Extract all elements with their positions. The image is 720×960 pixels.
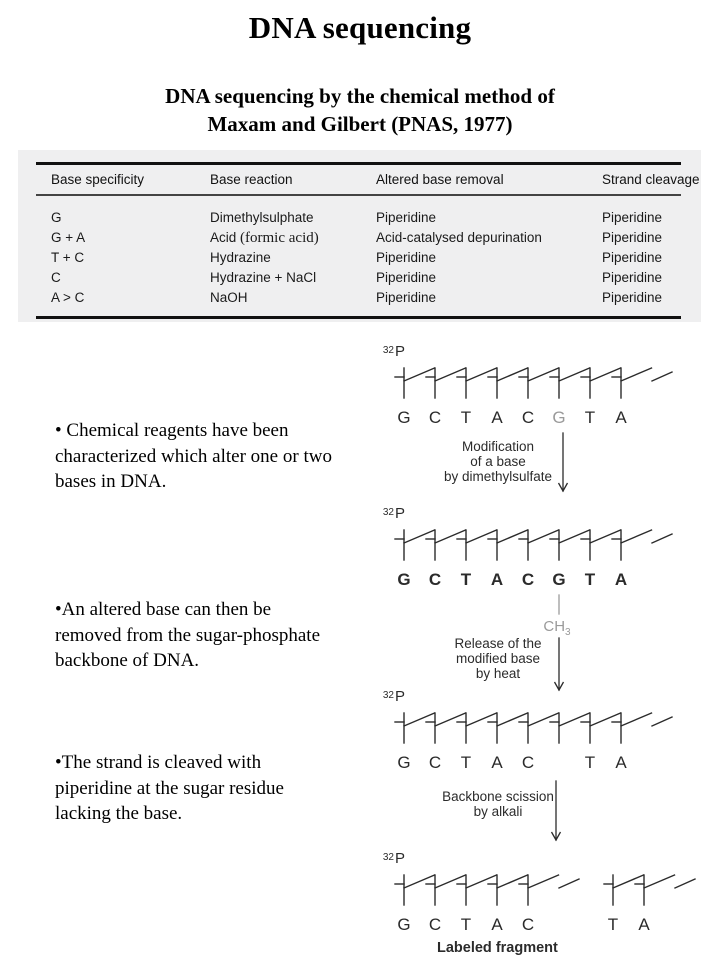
phosphate-32p-label	[383, 343, 405, 360]
phosphate-32p-label	[383, 505, 405, 522]
cell-base-reaction-text: Hydrazine	[210, 250, 271, 265]
cell-base-reaction-text: Dimethylsulphate	[210, 210, 314, 225]
cell-altered-base-removal: Acid-catalysed depurination	[376, 230, 542, 245]
column-header-base-reaction: Base reaction	[210, 172, 293, 187]
reagent-table	[18, 150, 701, 322]
bullet-item: •An altered base can then be removed from the sugar-phosphate backbone of DNA.	[55, 599, 321, 671]
backbone-segment	[559, 879, 579, 888]
backbone-segment	[613, 875, 644, 888]
base-letter: C	[428, 753, 442, 772]
backbone-segment	[590, 713, 621, 726]
page-subtitle	[60, 82, 660, 138]
base-letter: A	[638, 915, 650, 934]
backbone-segment	[404, 875, 435, 888]
base-letter: G	[397, 915, 411, 934]
cell-strand-cleavage: Piperidine	[602, 250, 663, 265]
panel-caption-line: Release of the	[454, 636, 542, 651]
base-letter: T	[584, 570, 596, 589]
base-letter: C	[521, 570, 535, 589]
cell-base-reaction	[210, 250, 271, 265]
backbone-segment	[528, 368, 559, 381]
base-letter: A	[491, 915, 503, 934]
cell-base-specificity: T + C	[51, 250, 85, 265]
base-letter: A	[615, 753, 627, 772]
backbone-segment	[621, 713, 652, 726]
methyl-group-label: $CH_3$	[543, 618, 571, 638]
base-letter: C	[521, 753, 535, 772]
bullet-item: •The strand is cleaved with piperidine at the sugar residue lacking the base.	[55, 752, 284, 824]
backbone-segment	[435, 530, 466, 543]
table-row	[18, 250, 701, 270]
backbone-segment	[528, 530, 559, 543]
base-letter: T	[460, 915, 472, 934]
backbone-segment	[559, 713, 590, 726]
base-letter: G	[397, 570, 411, 589]
cell-base-reaction-text: NaOH	[210, 290, 248, 305]
labeled-fragment-caption: Labeled fragment	[437, 940, 558, 956]
cell-base-reaction	[210, 270, 316, 285]
base-letter: T	[460, 570, 472, 589]
cell-altered-base-removal: Piperidine	[376, 270, 437, 285]
base-letter: C	[428, 408, 442, 427]
base-letter: T	[460, 753, 472, 772]
methyl-subscript: 3	[565, 627, 571, 638]
backbone-segment	[675, 879, 695, 888]
backbone-segment	[652, 534, 672, 543]
table-row	[18, 270, 701, 290]
base-letter: G	[552, 408, 566, 427]
panel-caption-line: of a base	[470, 454, 526, 469]
page-title: DNA sequencing	[248, 10, 472, 45]
p32-base: P	[395, 850, 406, 867]
table-row	[18, 230, 701, 250]
base-letter: G	[397, 408, 411, 427]
bullet-item: • Chemical reagents have been characterized which alter one or two bases in DNA.	[55, 420, 332, 492]
maxam-gilbert-diagram	[370, 335, 710, 960]
base-letter: A	[491, 408, 503, 427]
cell-base-reaction-text: Hydrazine + NaCl	[210, 270, 317, 285]
phosphate-32p-label	[383, 850, 405, 867]
base-letter: C	[521, 915, 535, 934]
panel-caption-line: by alkali	[473, 804, 523, 819]
backbone-segment	[466, 713, 497, 726]
backbone-segment	[652, 717, 672, 726]
cell-base-reaction-paren: (formic acid)	[240, 230, 319, 246]
column-header-altered-base-removal: Altered base removal	[376, 172, 504, 187]
backbone-segment	[497, 713, 528, 726]
backbone-segment	[497, 875, 528, 888]
backbone-segment	[435, 368, 466, 381]
base-letter: T	[607, 915, 619, 934]
backbone-segment	[435, 713, 466, 726]
backbone-segment	[528, 713, 559, 726]
column-header-base-specificity: Base specificity	[51, 172, 145, 187]
table-rule-bottom	[36, 316, 681, 319]
cell-altered-base-removal: Piperidine	[376, 250, 437, 265]
backbone-segment	[497, 530, 528, 543]
cell-strand-cleavage: Piperidine	[602, 270, 663, 285]
p32-base: P	[395, 688, 406, 705]
cell-altered-base-removal: Piperidine	[376, 210, 437, 225]
base-letter: T	[584, 408, 596, 427]
p32-superscript: 32	[382, 345, 394, 356]
backbone-segment	[404, 713, 435, 726]
table-rule-header	[36, 194, 681, 196]
base-letter: A	[615, 408, 627, 427]
panel-caption-line: Modification	[461, 439, 535, 454]
base-letter: C	[428, 570, 442, 589]
cell-base-specificity: G + A	[51, 230, 86, 245]
table-row	[18, 290, 701, 310]
subtitle-line-1: DNA sequencing by the chemical method of	[165, 84, 555, 108]
backbone-segment	[590, 368, 621, 381]
backbone-segment	[497, 368, 528, 381]
backbone-segment	[404, 530, 435, 543]
backbone-segment	[466, 368, 497, 381]
backbone-segment	[621, 368, 652, 381]
base-letter: A	[491, 753, 503, 772]
cell-strand-cleavage: Piperidine	[602, 230, 663, 245]
table-header-row	[18, 172, 701, 192]
diagram-canvas	[370, 335, 710, 960]
cell-base-specificity: G	[51, 210, 62, 225]
p32-superscript: 32	[382, 507, 394, 518]
cell-strand-cleavage: Piperidine	[602, 290, 663, 305]
column-header-strand-cleavage: Strand cleavage	[602, 172, 700, 187]
panel-caption-line: modified base	[455, 651, 541, 666]
cell-base-reaction	[210, 210, 314, 225]
base-letter: A	[614, 570, 628, 589]
p32-superscript: 32	[382, 852, 394, 863]
cell-base-specificity: A > C	[51, 290, 85, 305]
base-letter: G	[397, 753, 411, 772]
backbone-segment	[644, 875, 675, 888]
backbone-segment	[435, 875, 466, 888]
backbone-segment	[652, 372, 672, 381]
cell-base-reaction-text: Acid	[210, 230, 237, 245]
phosphate-32p-label	[383, 688, 405, 705]
p32-base: P	[395, 505, 406, 522]
base-letter: C	[521, 408, 535, 427]
subtitle-line-2: Maxam and Gilbert (PNAS, 1977)	[207, 112, 513, 136]
backbone-segment	[559, 368, 590, 381]
backbone-segment	[621, 530, 652, 543]
cell-altered-base-removal: Piperidine	[376, 290, 437, 305]
base-letter: T	[584, 753, 596, 772]
panel-caption-line: Backbone scission	[442, 789, 554, 804]
p32-base: P	[395, 343, 406, 360]
cell-base-reaction	[210, 290, 248, 305]
base-letter: A	[490, 570, 504, 589]
cell-base-specificity: C	[51, 270, 61, 285]
panel-caption-line: by dimethylsulfate	[443, 469, 553, 484]
backbone-segment	[559, 530, 590, 543]
cell-strand-cleavage: Piperidine	[602, 210, 663, 225]
table-row	[18, 210, 701, 230]
panel-caption-line: by heat	[475, 666, 521, 681]
backbone-segment	[404, 368, 435, 381]
cell-base-reaction	[210, 230, 319, 247]
base-letter: G	[552, 570, 566, 589]
p32-superscript: 32	[382, 690, 394, 701]
backbone-segment	[466, 530, 497, 543]
backbone-segment	[466, 875, 497, 888]
base-letter: T	[460, 408, 472, 427]
table-rule-top	[36, 162, 681, 165]
backbone-segment	[590, 530, 621, 543]
backbone-segment	[528, 875, 559, 888]
base-letter: C	[428, 915, 442, 934]
